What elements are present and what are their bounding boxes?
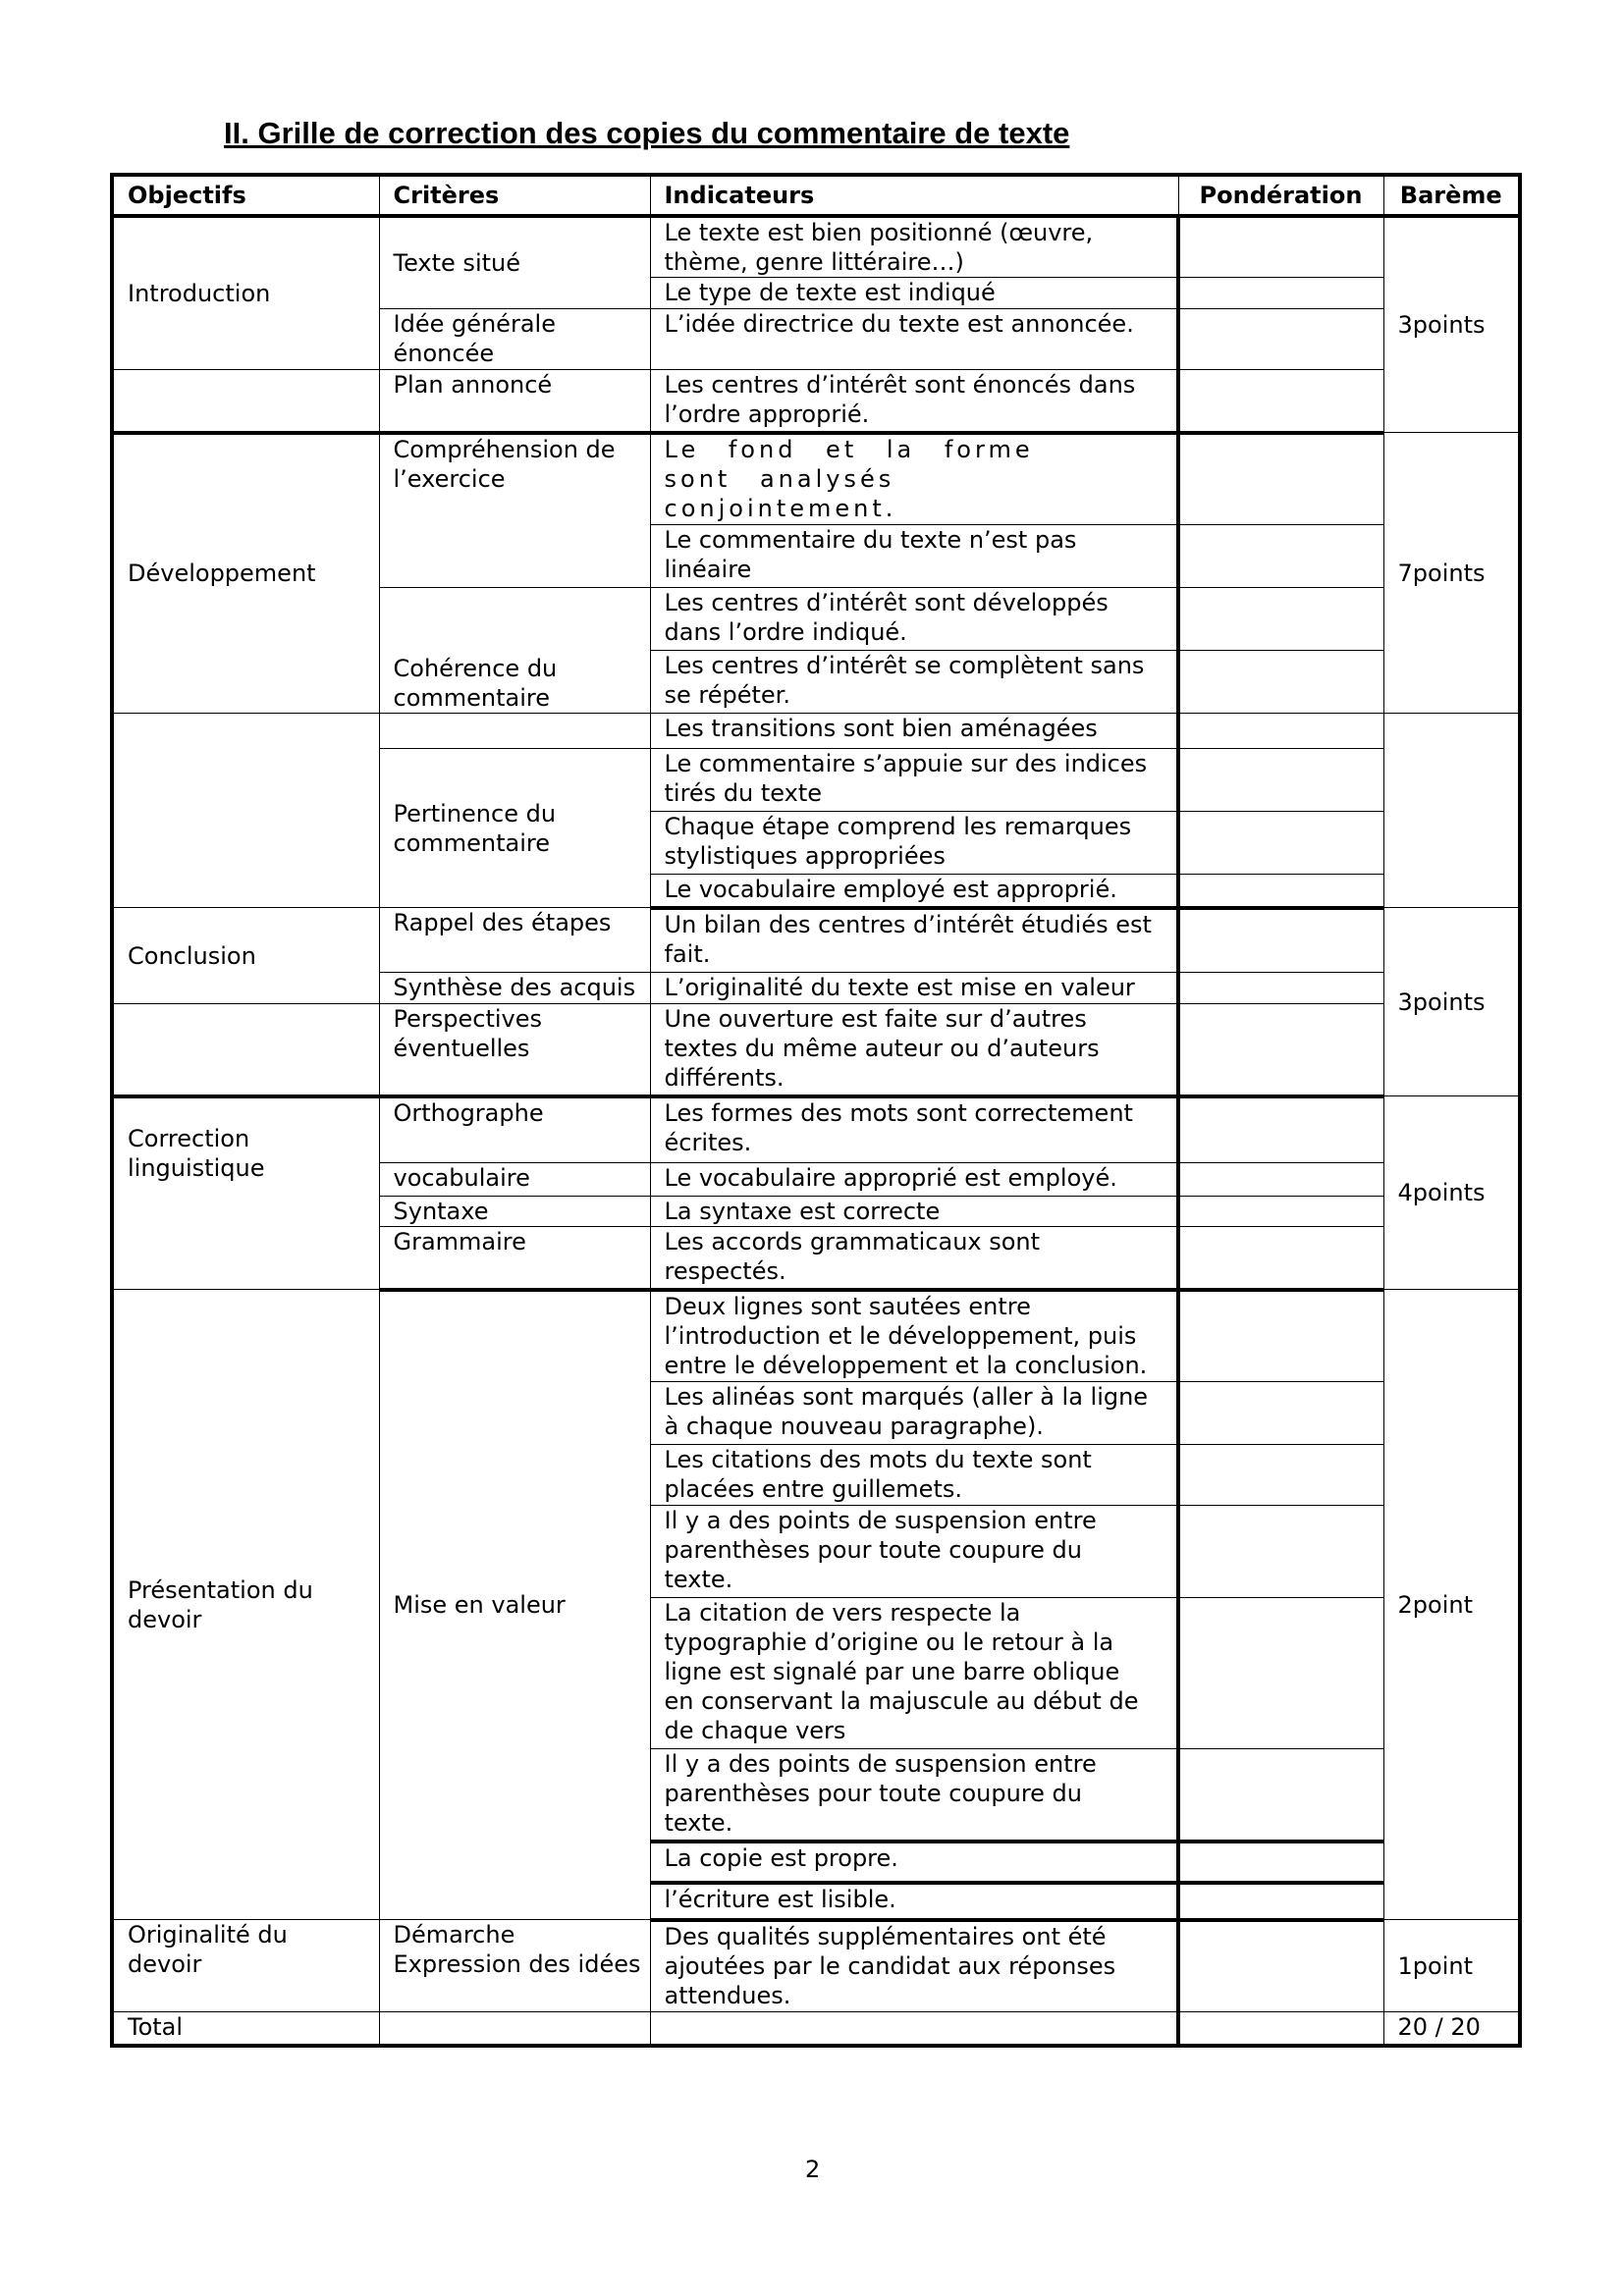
indicator-cell: La copie est propre. bbox=[650, 1842, 1178, 1883]
indicator-cell: Le commentaire s’appuie sur des indices tirés du texte bbox=[650, 749, 1178, 812]
indicator-cell: Le fond et la forme sont analysés conjointement. bbox=[650, 433, 1178, 525]
critere-orthographe: Orthographe bbox=[379, 1096, 650, 1163]
total-label: Total bbox=[112, 2012, 379, 2046]
ponderation-cell bbox=[1178, 588, 1383, 651]
ponderation-cell bbox=[1178, 1883, 1383, 1920]
objectif-conclusion: Conclusion bbox=[112, 908, 379, 1004]
ponderation-cell bbox=[1178, 749, 1383, 812]
table-row bbox=[112, 1920, 1520, 2012]
ponderation-cell bbox=[1178, 1920, 1383, 2012]
total-row bbox=[112, 2012, 1520, 2046]
ponderation-cell bbox=[1178, 278, 1383, 309]
ponderation-cell bbox=[1178, 1749, 1383, 1842]
indicator-cell: La citation de vers respecte la typographie d’origine ou le retour à la ligne est signalé par une barre oblique en conservant la majuscule au début de de chaque vers bbox=[650, 1598, 1178, 1749]
critere-mise-en-valeur: Mise en valeur bbox=[379, 1290, 650, 1920]
indicator-cell: l’écriture est lisible. bbox=[650, 1883, 1178, 1920]
bareme-conclusion: 3points bbox=[1383, 908, 1520, 1096]
critere-idee-generale: Idée générale énoncée bbox=[379, 309, 650, 370]
ponderation-cell bbox=[1178, 1506, 1383, 1598]
critere-synthese: Synthèse des acquis bbox=[379, 973, 650, 1004]
ponderation-cell bbox=[1178, 1197, 1383, 1227]
table-row bbox=[112, 1290, 1520, 1382]
table-row bbox=[112, 908, 1520, 973]
indicator-cell: Les centres d’intérêt sont développés dans l’ordre indiqué. bbox=[650, 588, 1178, 651]
ponderation-cell bbox=[1178, 812, 1383, 875]
indicator-cell: Chaque étape comprend les remarques stylistiques appropriées bbox=[650, 812, 1178, 875]
objectif-conclusion-cont bbox=[112, 1004, 379, 1096]
critere-perspectives: Perspectives éventuelles bbox=[379, 1004, 650, 1096]
header-ponderation: Pondération bbox=[1178, 175, 1383, 216]
indicator-cell: Les centres d’intérêt se complètent sans se répéter. bbox=[650, 651, 1178, 714]
objectif-introduction: Introduction bbox=[112, 216, 379, 370]
ponderation-cell bbox=[1178, 1227, 1383, 1290]
table-row bbox=[112, 433, 1520, 525]
ponderation-cell bbox=[1178, 1842, 1383, 1883]
indicator-cell: Des qualités supplémentaires ont été ajoutées par le candidat aux réponses attendues. bbox=[650, 1920, 1178, 2012]
critere-syntaxe: Syntaxe bbox=[379, 1197, 650, 1227]
header-criteres: Critères bbox=[379, 175, 650, 216]
indicator-cell: Une ouverture est faite sur d’autres textes du même auteur ou d’auteurs différents. bbox=[650, 1004, 1178, 1096]
table-row bbox=[112, 714, 1520, 749]
bareme-developpement-cont bbox=[1383, 714, 1520, 908]
ponderation-cell bbox=[1178, 1163, 1383, 1197]
indicator-cell: Les alinéas sont marqués (aller à la ligne à chaque nouveau paragraphe). bbox=[650, 1382, 1178, 1445]
indicator-cell: Le commentaire du texte n’est pas linéaire bbox=[650, 525, 1178, 588]
indicator-cell: Le type de texte est indiqué bbox=[650, 278, 1178, 309]
page-title: II. Grille de correction des copies du commentaire de texte bbox=[224, 116, 1070, 150]
table-row bbox=[112, 370, 1520, 433]
bareme-presentation: 2point bbox=[1383, 1290, 1520, 1920]
critere-comprehension: Compréhension de l’exercice bbox=[379, 433, 650, 588]
bareme-introduction: 3points bbox=[1383, 216, 1520, 433]
ponderation-cell bbox=[1178, 973, 1383, 1004]
indicator-cell: Un bilan des centres d’intérêt étudiés est fait. bbox=[650, 908, 1178, 973]
indicator-cell: Les citations des mots du texte sont placées entre guillemets. bbox=[650, 1445, 1178, 1506]
ponderation-cell bbox=[1178, 433, 1383, 525]
indicator-cell: L’originalité du texte est mise en valeur bbox=[650, 973, 1178, 1004]
critere-grammaire: Grammaire bbox=[379, 1227, 650, 1290]
ponderation-cell bbox=[1178, 1445, 1383, 1506]
indicator-cell: Deux lignes sont sautées entre l’introduction et le développement, puis entre le développement et la conclusion. bbox=[650, 1290, 1178, 1382]
total-ponderation-empty bbox=[1178, 2012, 1383, 2046]
ponderation-cell bbox=[1178, 309, 1383, 370]
bareme-correction: 4points bbox=[1383, 1096, 1520, 1290]
objectif-developpement: Développement bbox=[112, 433, 379, 714]
ponderation-cell bbox=[1178, 216, 1383, 278]
header-bareme: Barème bbox=[1383, 175, 1520, 216]
indicator-cell: Le vocabulaire approprié est employé. bbox=[650, 1163, 1178, 1197]
objectif-developpement-cont bbox=[112, 714, 379, 908]
indicator-cell: Les centres d’intérêt sont énoncés dans l’ordre approprié. bbox=[650, 370, 1178, 433]
indicator-cell: Il y a des points de suspension entre parenthèses pour toute coupure du texte. bbox=[650, 1506, 1178, 1598]
critere-rappel: Rappel des étapes bbox=[379, 908, 650, 973]
total-critere-empty bbox=[379, 2012, 650, 2046]
critere-empty bbox=[379, 714, 650, 749]
page-number: 2 bbox=[805, 2156, 821, 2183]
ponderation-cell bbox=[1178, 1004, 1383, 1096]
indicator-cell: Les accords grammaticaux sont respectés. bbox=[650, 1227, 1178, 1290]
total-value: 20 / 20 bbox=[1383, 2012, 1520, 2046]
ponderation-cell bbox=[1178, 370, 1383, 433]
critere-pertinence: Pertinence du commentaire bbox=[379, 749, 650, 908]
critere-coherence: Cohérence du commentaire bbox=[379, 588, 650, 714]
ponderation-cell bbox=[1178, 875, 1383, 908]
ponderation-cell bbox=[1178, 1290, 1383, 1382]
ponderation-cell bbox=[1178, 1598, 1383, 1749]
objectif-introduction-cont bbox=[112, 370, 379, 433]
ponderation-cell bbox=[1178, 714, 1383, 749]
indicator-cell: Il y a des points de suspension entre parenthèses pour toute coupure du texte. bbox=[650, 1749, 1178, 1842]
table-row bbox=[112, 1004, 1520, 1096]
table-row bbox=[112, 1096, 1520, 1163]
objectif-originalite: Originalité du devoir bbox=[112, 1920, 379, 2012]
ponderation-cell bbox=[1178, 525, 1383, 588]
ponderation-cell bbox=[1178, 1096, 1383, 1163]
table-row bbox=[112, 216, 1520, 278]
ponderation-cell bbox=[1178, 1382, 1383, 1445]
critere-demarche: Démarche Expression des idées bbox=[379, 1920, 650, 2012]
header-indicateurs: Indicateurs bbox=[650, 175, 1178, 216]
critere-texte-situe: Texte situé bbox=[379, 216, 650, 309]
indicator-cell: Le texte est bien positionné (œuvre, thème, genre littéraire…) bbox=[650, 216, 1178, 278]
header-objectifs: Objectifs bbox=[112, 175, 379, 216]
indicator-cell: La syntaxe est correcte bbox=[650, 1197, 1178, 1227]
critere-vocabulaire: vocabulaire bbox=[379, 1163, 650, 1197]
header-row bbox=[112, 175, 1520, 216]
grading-table bbox=[110, 173, 1522, 2048]
objectif-presentation: Présentation du devoir bbox=[112, 1290, 379, 1920]
ponderation-cell bbox=[1178, 651, 1383, 714]
indicator-cell: L’idée directrice du texte est annoncée. bbox=[650, 309, 1178, 370]
bareme-developpement: 7points bbox=[1383, 433, 1520, 714]
indicator-cell: Les transitions sont bien aménagées bbox=[650, 714, 1178, 749]
total-indicator-empty bbox=[650, 2012, 1178, 2046]
critere-plan-annonce: Plan annoncé bbox=[379, 370, 650, 433]
indicator-cell: Le vocabulaire employé est approprié. bbox=[650, 875, 1178, 908]
bareme-originalite: 1point bbox=[1383, 1920, 1520, 2012]
indicator-cell: Les formes des mots sont correctement écrites. bbox=[650, 1096, 1178, 1163]
ponderation-cell bbox=[1178, 908, 1383, 973]
objectif-correction: Correction linguistique bbox=[112, 1096, 379, 1290]
